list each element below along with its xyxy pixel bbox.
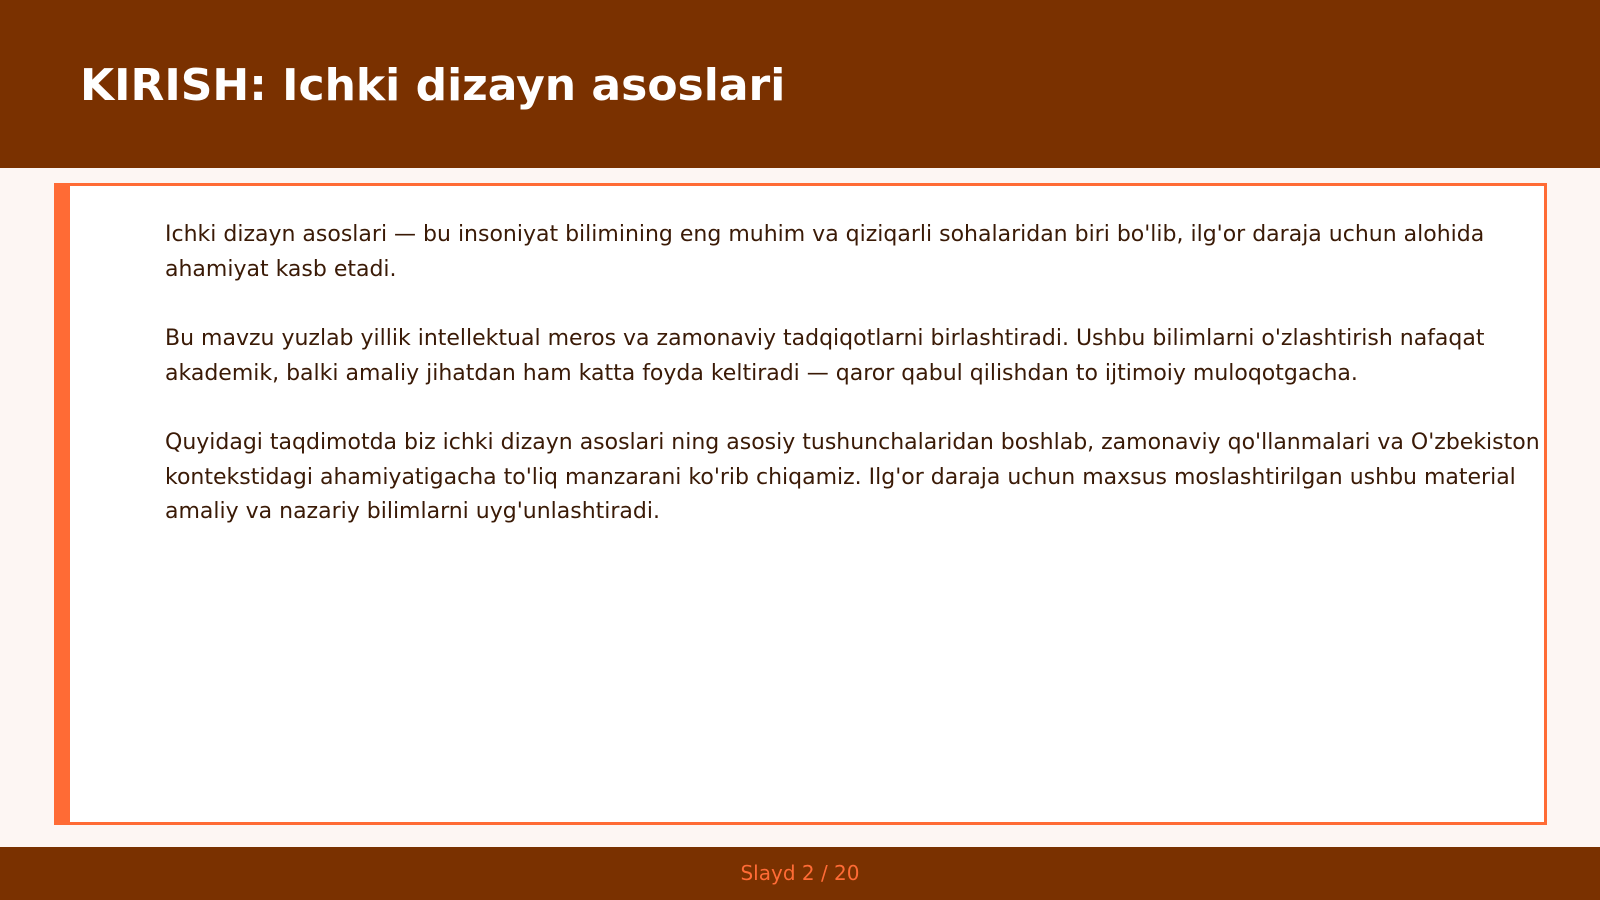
- paragraph-heritage: Bu mavzu yuzlab yillik intellektual meros va zamonaviy tadqiqotlarni birlashtiradi. Ushbu bilimlarni o'zlashtirish nafaqat akademik, balki amaliy jihatdan ham katta foyda keltiradi — qaror qabul qilishdan to ijtimoiy muloqotgacha.: [165, 326, 1485, 386]
- slide-footer: [0, 847, 1600, 900]
- content-card: [54, 183, 1547, 825]
- body-text: [165, 218, 1540, 565]
- slide-header: [0, 0, 1600, 168]
- paragraph-overview: Quyidagi taqdimotda biz ichki dizayn asoslari ning asosiy tushunchalaridan boshlab, zamonaviy qo'llanmalari va O'zbekiston kontekstidagi ahamiyatigacha to'liq manzarani ko'rib chiqamiz. Ilg'or daraja uchun maxsus moslashtirilgan ushbu material amaliy va nazariy bilimlarni uyg'unlashtiradi.: [165, 430, 1540, 524]
- slide-counter: Slayd 2 / 20: [740, 861, 860, 885]
- paragraph-intro: Ichki dizayn asoslari — bu insoniyat bilimining eng muhim va qiziqarli sohalaridan biri bo'lib, ilg'or daraja uchun alohida ahamiyat kasb etadi.: [165, 222, 1485, 282]
- slide-title: KIRISH: Ichki dizayn asoslari: [80, 60, 786, 111]
